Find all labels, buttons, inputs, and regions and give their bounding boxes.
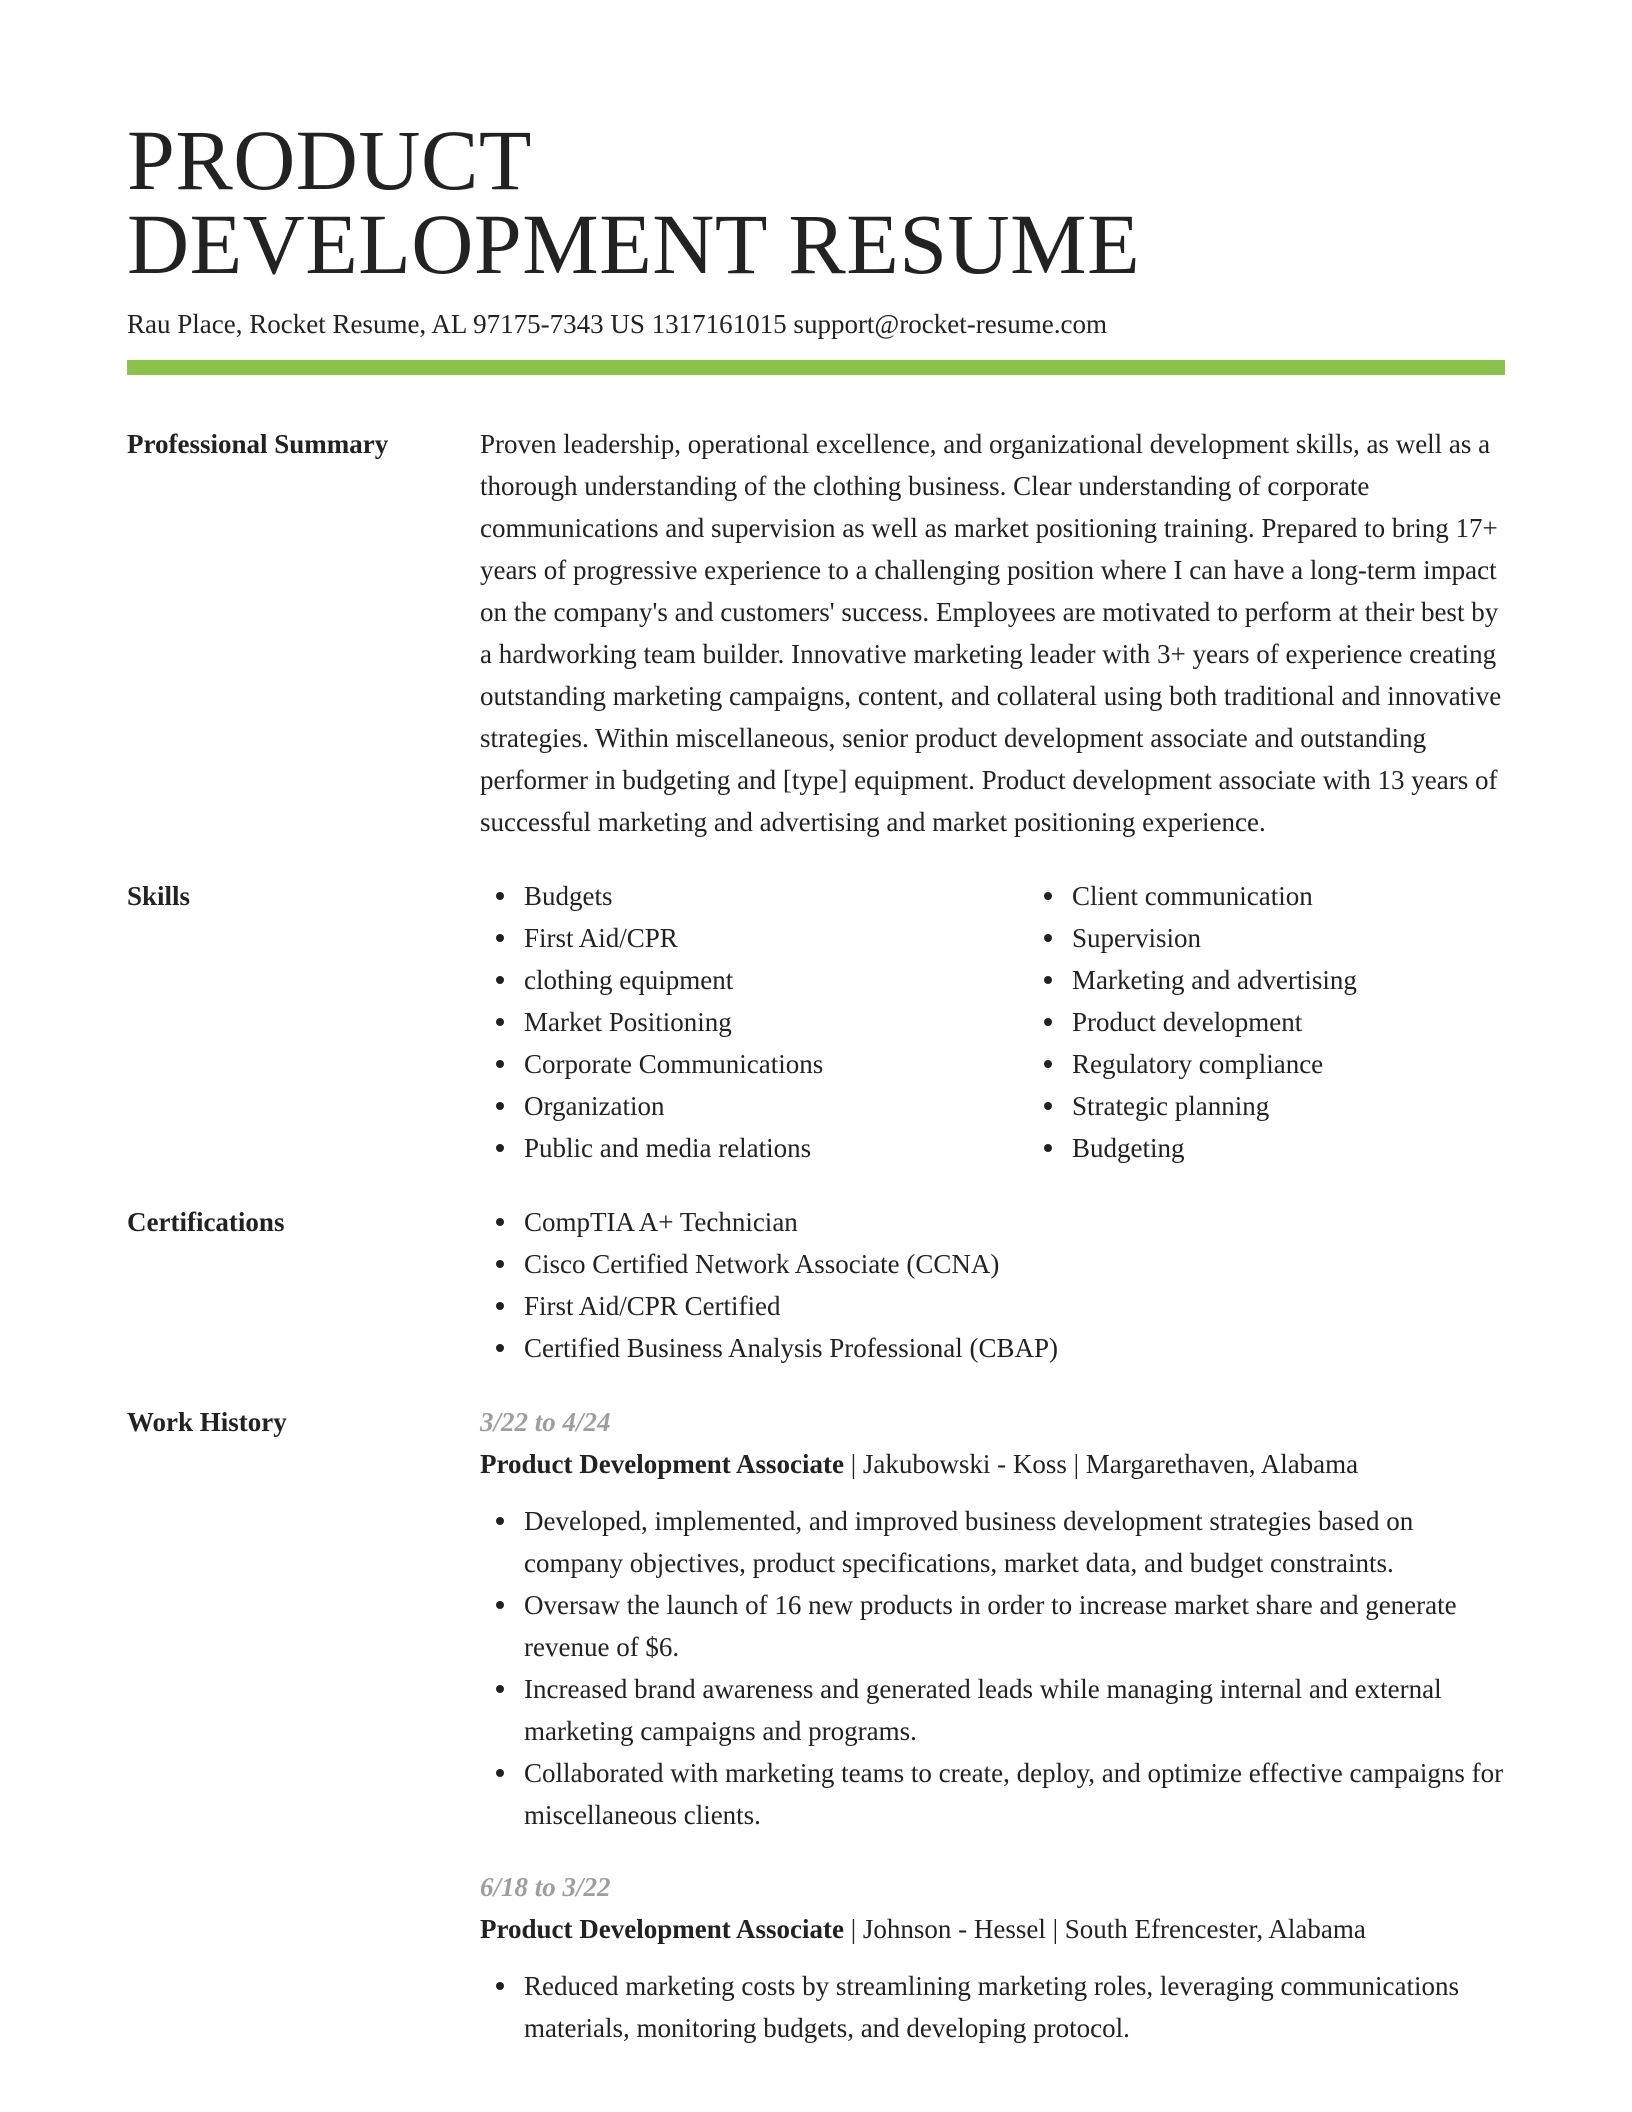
job-bullets [480,1500,1505,1836]
job-company-location: | Johnson - Hessel | South Efrencester, Alabama [843,1914,1366,1944]
job-bullet: Collaborated with marketing teams to create, deploy, and optimize effective campaigns for miscellaneous clients. [524,1752,1505,1836]
job-entry [480,1866,1505,2049]
job-bullet: Oversaw the launch of 16 new products in order to increase market share and generate revenue of $6. [524,1584,1505,1668]
job-heading [480,1908,1505,1950]
job-bullets [480,1965,1505,2049]
certification-item: Cisco Certified Network Associate (CCNA) [524,1243,1505,1285]
job-bullet: Developed, implemented, and improved business development strategies based on company objectives, product specifications, market data, and budget constraints. [524,1500,1505,1584]
skill-item: Public and media relations [524,1127,1028,1169]
certifications-heading: Certifications [127,1207,285,1237]
skills-list-right [1028,875,1357,1169]
summary-text: Proven leadership, operational excellence, and organizational development skills, as well as a thorough understanding of the clothing business. Clear understanding of corporate communications and supervision as well as market positioning training. Prepared to bring 17+ years of progressive experience to a challenging position where I can have a long-term impact on the company's and customers' success. Employees are motivated to perform at their best by a hardworking team builder. Innovative marketing leader with 3+ years of experience creating outstanding marketing campaigns, content, and collateral using both traditional and innovative strategies. Within miscellaneous, senior product development associate and outstanding performer in budgeting and [type] equipment. Product development associate with 13 years of successful marketing and advertising and market positioning experience. [480,429,1502,837]
skill-item: First Aid/CPR [524,917,1028,959]
resume-page [127,112,1505,2079]
resume-title [127,112,1505,292]
skill-item: Product development [1072,1001,1357,1043]
job-title: Product Development Associate [480,1914,844,1944]
certification-item: First Aid/CPR Certified [524,1285,1505,1327]
skill-item: Budgeting [1072,1127,1357,1169]
job-company-location: | Jakubowski - Koss | Margarethaven, Alabama [843,1449,1359,1479]
certification-item: Certified Business Analysis Professional (CBAP) [524,1327,1505,1369]
job-bullet: Increased brand awareness and generated leads while managing internal and external marketing campaigns and programs. [524,1668,1505,1752]
skill-item: Budgets [524,875,1028,917]
certification-item: CompTIA A+ Technician [524,1201,1505,1243]
skill-item: Marketing and advertising [1072,959,1357,1001]
job-heading [480,1443,1505,1485]
resume-title-line-1: PRODUCT [127,112,532,208]
skills-section [127,875,1505,1169]
job-dates: 6/18 to 3/22 [480,1872,611,1902]
accent-divider [127,360,1505,375]
resume-title-line-2: DEVELOPMENT RESUME [127,196,1141,292]
skill-item: Organization [524,1085,1028,1127]
skill-item: Regulatory compliance [1072,1043,1357,1085]
skill-item: Supervision [1072,917,1357,959]
skill-item: clothing equipment [524,959,1028,1001]
summary-heading: Professional Summary [127,429,389,459]
skill-item: Corporate Communications [524,1043,1028,1085]
skill-item: Strategic planning [1072,1085,1357,1127]
skill-item: Client communication [1072,875,1357,917]
skills-list-left [480,875,1028,1169]
work-history-heading: Work History [127,1407,287,1437]
contact-line: Rau Place, Rocket Resume, AL 97175-7343 US 1317161015 support@rocket-resume.com [127,309,1107,339]
certifications-section [127,1201,1505,1369]
work-history-section [127,1401,1505,2079]
skill-item: Market Positioning [524,1001,1028,1043]
job-dates: 3/22 to 4/24 [480,1407,611,1437]
job-title: Product Development Associate [480,1449,844,1479]
certifications-list [480,1201,1505,1369]
job-bullet: Reduced marketing costs by streamlining marketing roles, leveraging communications materials, monitoring budgets, and developing protocol. [524,1965,1505,2049]
summary-section [127,423,1505,843]
skills-heading: Skills [127,881,191,911]
job-entry [480,1401,1505,1836]
